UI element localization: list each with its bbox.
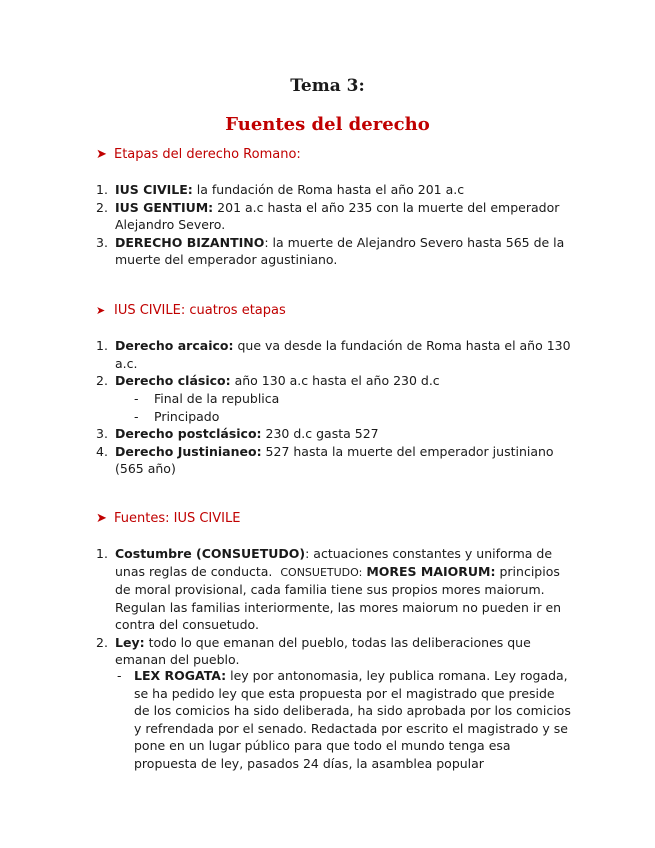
page-subtitle: Fuentes del derecho xyxy=(225,114,430,135)
sublist-item xyxy=(0,390,574,408)
section-heading-fuentes xyxy=(96,511,240,526)
term: Derecho postclásico: xyxy=(115,426,262,441)
list-ius-civile xyxy=(0,337,575,390)
page-title: Tema 3: xyxy=(290,76,365,96)
list-number: 1. xyxy=(96,182,108,197)
definition: año 130 a.c hasta el año 230 d.c xyxy=(230,373,440,388)
term: IUS GENTIUM: xyxy=(115,199,214,215)
list-ius-civile-cont xyxy=(0,425,575,478)
list-item xyxy=(0,634,575,669)
list-number: 2. xyxy=(96,199,108,215)
section-heading-label: Etapas del derecho Romano: xyxy=(114,147,301,162)
sublist-text: Principado xyxy=(154,408,220,424)
section-heading-etapas xyxy=(96,147,301,162)
list-number: 1. xyxy=(96,546,108,561)
term: Derecho arcaico: xyxy=(115,338,234,353)
definition: : la muerte de Alejandro Severo hasta 565 de la muerte del emperador agustiniano. xyxy=(115,234,565,267)
list-item xyxy=(0,199,575,234)
list-number: 1. xyxy=(96,338,108,353)
list-item xyxy=(0,443,575,478)
term: Costumbre (CONSUETUDO) xyxy=(115,546,306,561)
section-heading-ius-civile xyxy=(96,303,286,318)
consuetudo-label: CONSUETUDO: xyxy=(280,565,363,579)
list-number: 4. xyxy=(96,443,108,459)
dash-bullet: - xyxy=(134,408,139,424)
definition: que va desde la fundación de Roma hasta el año 130 a.c. xyxy=(115,338,571,371)
term: Ley: xyxy=(115,634,145,650)
list-item xyxy=(0,372,575,390)
term: Derecho Justinianeo: xyxy=(115,443,262,459)
term: MORES MAIORUM: xyxy=(366,563,496,579)
arrow-bullet-icon: ➤ xyxy=(96,304,106,317)
list-fuentes xyxy=(0,545,575,669)
definition: principios de moral provisional, cada familia tiene sus propios mores maiorum. Regulan las familias interiormente, las mores maiorum no pueden ir en contra del consuetudo. xyxy=(115,563,562,632)
definition: 230 d.c gasta 527 xyxy=(261,426,379,441)
definition: la fundación de Roma hasta el año 201 a.c xyxy=(192,182,465,197)
list-number: 2. xyxy=(96,634,108,650)
definition: : actuaciones constantes y uniforma de unas reglas de conducta. xyxy=(115,546,553,579)
dash-bullet: - xyxy=(117,668,122,683)
term: IUS CIVILE: xyxy=(115,182,193,197)
definition: ley por antonomasia, ley publica romana. Ley rogada, se ha pedido ley que esta propuesta por el magistrado que preside de los comicios ha sido deliberada, ha sido aprobada por los comicios y refrendada por el senado. Redactada por escrito el magistrado y se pone en un lugar público para que todo el mundo tenga esa propuesta de ley, pasados 24 días, la asamblea popular xyxy=(134,668,571,771)
list-item xyxy=(0,337,575,372)
bullet-list-ley xyxy=(0,667,574,772)
sublist-item xyxy=(0,408,574,426)
definition: todo lo que emanan del pueblo, todas las deliberaciones que emanan del pueblo. xyxy=(115,634,531,667)
bullet-item xyxy=(0,667,574,772)
term: LEX ROGATA: xyxy=(134,668,227,683)
term: Derecho clásico: xyxy=(115,373,231,388)
dash-bullet: - xyxy=(134,391,139,406)
list-item xyxy=(0,181,575,199)
definition: 527 hasta la muerte del emperador justiniano (565 año) xyxy=(115,443,554,476)
list-number: 3. xyxy=(96,426,108,441)
sublist-clasico xyxy=(0,390,574,425)
arrow-bullet-icon: ➤ xyxy=(96,511,107,526)
list-item xyxy=(0,545,575,634)
section-heading-label: IUS CIVILE: cuatros etapas xyxy=(114,303,286,318)
list-item xyxy=(0,425,575,443)
list-item xyxy=(0,234,575,269)
definition: 201 a.c hasta el año 235 con la muerte del emperador Alejandro Severo. xyxy=(115,199,560,232)
term: DERECHO BIZANTINO xyxy=(115,234,265,250)
list-number: 3. xyxy=(96,234,108,250)
list-number: 2. xyxy=(96,373,108,388)
list-etapas xyxy=(0,181,575,269)
sublist-text: Final de la republica xyxy=(154,391,280,406)
arrow-bullet-icon: ➤ xyxy=(96,147,107,162)
section-heading-label: Fuentes: IUS CIVILE xyxy=(114,511,241,526)
